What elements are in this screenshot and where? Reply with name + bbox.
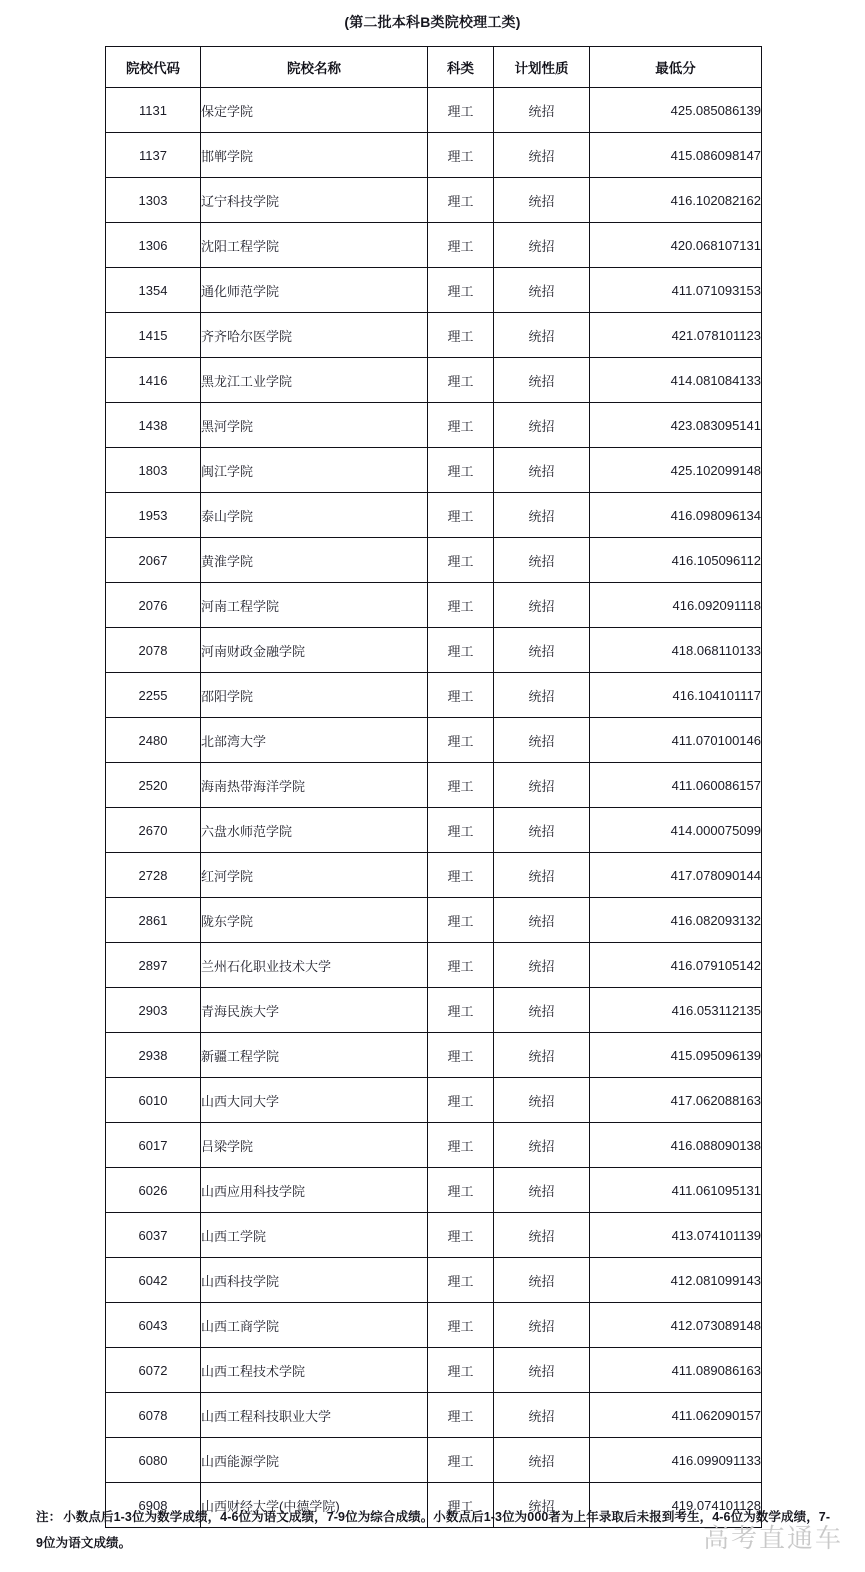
cell-name: 山西工程科技职业大学: [201, 1393, 428, 1438]
cell-code: 1303: [106, 178, 201, 223]
column-header-category: 科类: [428, 47, 494, 88]
cell-category: 理工: [428, 1123, 494, 1168]
cell-plan: 统招: [494, 1258, 590, 1303]
cell-category: 理工: [428, 1168, 494, 1213]
cell-score: 411.061095131: [590, 1168, 762, 1213]
cell-plan: 统招: [494, 133, 590, 178]
cell-score: 416.099091133: [590, 1438, 762, 1483]
cell-plan: 统招: [494, 403, 590, 448]
cell-name: 海南热带海洋学院: [201, 763, 428, 808]
cell-name: 山西工商学院: [201, 1303, 428, 1348]
cell-name: 泰山学院: [201, 493, 428, 538]
cell-code: 6010: [106, 1078, 201, 1123]
cell-score: 417.078090144: [590, 853, 762, 898]
cell-name: 黑河学院: [201, 403, 428, 448]
cell-category: 理工: [428, 808, 494, 853]
cell-code: 6042: [106, 1258, 201, 1303]
cell-code: 6026: [106, 1168, 201, 1213]
cell-code: 2897: [106, 943, 201, 988]
cell-code: 2078: [106, 628, 201, 673]
cell-code: 1438: [106, 403, 201, 448]
cell-name: 通化师范学院: [201, 268, 428, 313]
cell-score: 412.073089148: [590, 1303, 762, 1348]
table-body: [106, 88, 762, 1528]
cell-plan: 统招: [494, 448, 590, 493]
table-row: [106, 1213, 762, 1258]
cell-score: 416.105096112: [590, 538, 762, 583]
cell-category: 理工: [428, 448, 494, 493]
cell-plan: 统招: [494, 223, 590, 268]
table-row: [106, 268, 762, 313]
cell-name: 六盘水师范学院: [201, 808, 428, 853]
cell-name: 青海民族大学: [201, 988, 428, 1033]
cell-category: 理工: [428, 1348, 494, 1393]
column-header-name: 院校名称: [201, 47, 428, 88]
cell-name: 邵阳学院: [201, 673, 428, 718]
table-row: [106, 493, 762, 538]
column-header-code: 院校代码: [106, 47, 201, 88]
table-row: [106, 1348, 762, 1393]
table-row: [106, 538, 762, 583]
cell-plan: 统招: [494, 1123, 590, 1168]
table-row: [106, 448, 762, 493]
cell-plan: 统招: [494, 178, 590, 223]
cell-code: 2938: [106, 1033, 201, 1078]
cell-category: 理工: [428, 718, 494, 763]
table-row: [106, 673, 762, 718]
cell-category: 理工: [428, 178, 494, 223]
cell-code: 2067: [106, 538, 201, 583]
column-header-plan: 计划性质: [494, 47, 590, 88]
table-header: [106, 47, 762, 88]
cell-score: 411.070100146: [590, 718, 762, 763]
cell-name: 山西工学院: [201, 1213, 428, 1258]
table-row: [106, 1123, 762, 1168]
table-row: [106, 1393, 762, 1438]
cell-category: 理工: [428, 1303, 494, 1348]
cell-plan: 统招: [494, 313, 590, 358]
table-row: [106, 1078, 762, 1123]
cell-category: 理工: [428, 1033, 494, 1078]
cell-code: 2480: [106, 718, 201, 763]
note-text: 小数点后1-3位为数学成绩，4-6位为语文成绩，7-9位为综合成绩。小数点后1-3位为000者为上年录取后未报到考生，4-6位为数学成绩，7-9位为语文成绩。: [36, 1510, 831, 1550]
table-row: [106, 808, 762, 853]
cell-name: 辽宁科技学院: [201, 178, 428, 223]
cell-score: 420.068107131: [590, 223, 762, 268]
cell-score: 417.062088163: [590, 1078, 762, 1123]
cell-category: 理工: [428, 403, 494, 448]
cell-name: 河南财政金融学院: [201, 628, 428, 673]
cell-name: 新疆工程学院: [201, 1033, 428, 1078]
watermark: 高考直通车: [702, 1524, 843, 1554]
cell-plan: 统招: [494, 763, 590, 808]
cell-name: 齐齐哈尔医学院: [201, 313, 428, 358]
table-header-row: [106, 47, 762, 88]
cell-code: 6072: [106, 1348, 201, 1393]
cell-plan: 统招: [494, 988, 590, 1033]
cell-name: 红河学院: [201, 853, 428, 898]
cell-plan: 统招: [494, 1483, 590, 1528]
cell-name: 兰州石化职业技术大学: [201, 943, 428, 988]
cell-score: 411.062090157: [590, 1393, 762, 1438]
cell-plan: 统招: [494, 1303, 590, 1348]
cell-category: 理工: [428, 313, 494, 358]
cell-score: 416.104101117: [590, 673, 762, 718]
cell-category: 理工: [428, 1393, 494, 1438]
cell-score: 425.085086139: [590, 88, 762, 133]
cell-score: 416.102082162: [590, 178, 762, 223]
cell-name: 邯郸学院: [201, 133, 428, 178]
cell-code: 2728: [106, 853, 201, 898]
cell-code: 1131: [106, 88, 201, 133]
table-row: [106, 1258, 762, 1303]
cell-code: 6017: [106, 1123, 201, 1168]
cell-code: 1415: [106, 313, 201, 358]
cell-score: 414.000075099: [590, 808, 762, 853]
cell-code: 6908: [106, 1483, 201, 1528]
cell-code: 6043: [106, 1303, 201, 1348]
table-row: [106, 133, 762, 178]
cell-plan: 统招: [494, 1438, 590, 1483]
score-table-container: [105, 46, 761, 1528]
cell-plan: 统招: [494, 718, 590, 763]
cell-plan: 统招: [494, 358, 590, 403]
cell-category: 理工: [428, 1483, 494, 1528]
cell-code: 1953: [106, 493, 201, 538]
cell-score: 416.079105142: [590, 943, 762, 988]
cell-plan: 统招: [494, 673, 590, 718]
cell-score: 415.095096139: [590, 1033, 762, 1078]
table-row: [106, 88, 762, 133]
cell-plan: 统招: [494, 583, 590, 628]
table-row: [106, 853, 762, 898]
cell-plan: 统招: [494, 808, 590, 853]
cell-name: 山西大同大学: [201, 1078, 428, 1123]
cell-category: 理工: [428, 223, 494, 268]
footer-note: [36, 1504, 836, 1556]
cell-category: 理工: [428, 988, 494, 1033]
cell-score: 423.083095141: [590, 403, 762, 448]
cell-name: 北部湾大学: [201, 718, 428, 763]
cell-score: 416.053112135: [590, 988, 762, 1033]
cell-category: 理工: [428, 493, 494, 538]
cell-plan: 统招: [494, 853, 590, 898]
cell-name: 吕梁学院: [201, 1123, 428, 1168]
cell-code: 2670: [106, 808, 201, 853]
cell-category: 理工: [428, 898, 494, 943]
cell-category: 理工: [428, 1078, 494, 1123]
cell-plan: 统招: [494, 1168, 590, 1213]
cell-code: 6078: [106, 1393, 201, 1438]
cell-score: 411.071093153: [590, 268, 762, 313]
cell-category: 理工: [428, 133, 494, 178]
cell-score: 411.089086163: [590, 1348, 762, 1393]
cell-category: 理工: [428, 268, 494, 313]
cell-score: 416.098096134: [590, 493, 762, 538]
cell-category: 理工: [428, 763, 494, 808]
cell-code: 2076: [106, 583, 201, 628]
cell-code: 6080: [106, 1438, 201, 1483]
cell-score: 412.081099143: [590, 1258, 762, 1303]
cell-category: 理工: [428, 673, 494, 718]
cell-score: 416.082093132: [590, 898, 762, 943]
cell-category: 理工: [428, 1213, 494, 1258]
cell-category: 理工: [428, 538, 494, 583]
cell-score: 416.092091118: [590, 583, 762, 628]
cell-name: 山西科技学院: [201, 1258, 428, 1303]
admission-score-table: [105, 46, 762, 1528]
cell-code: 1416: [106, 358, 201, 403]
cell-score: 425.102099148: [590, 448, 762, 493]
cell-name: 陇东学院: [201, 898, 428, 943]
table-row: [106, 763, 762, 808]
cell-plan: 统招: [494, 538, 590, 583]
table-row: [106, 718, 762, 763]
cell-plan: 统招: [494, 1213, 590, 1258]
cell-name: 黑龙江工业学院: [201, 358, 428, 403]
cell-name: 黄淮学院: [201, 538, 428, 583]
cell-plan: 统招: [494, 268, 590, 313]
cell-name: 保定学院: [201, 88, 428, 133]
cell-code: 1354: [106, 268, 201, 313]
cell-code: 1137: [106, 133, 201, 178]
cell-code: 2903: [106, 988, 201, 1033]
table-row: [106, 988, 762, 1033]
note-label: 注：: [36, 1510, 62, 1524]
table-row: [106, 628, 762, 673]
cell-code: 2255: [106, 673, 201, 718]
column-header-score: 最低分: [590, 47, 762, 88]
cell-score: 418.068110133: [590, 628, 762, 673]
cell-plan: 统招: [494, 1033, 590, 1078]
cell-score: 414.081084133: [590, 358, 762, 403]
cell-name: 山西财经大学(中德学院): [201, 1483, 428, 1528]
table-row: [106, 898, 762, 943]
cell-category: 理工: [428, 583, 494, 628]
cell-plan: 统招: [494, 898, 590, 943]
cell-category: 理工: [428, 943, 494, 988]
table-row: [106, 1303, 762, 1348]
table-row: [106, 358, 762, 403]
cell-plan: 统招: [494, 493, 590, 538]
cell-category: 理工: [428, 853, 494, 898]
cell-plan: 统招: [494, 628, 590, 673]
cell-name: 河南工程学院: [201, 583, 428, 628]
cell-name: 沈阳工程学院: [201, 223, 428, 268]
table-row: [106, 943, 762, 988]
table-row: [106, 1438, 762, 1483]
table-row: [106, 178, 762, 223]
cell-score: 413.074101139: [590, 1213, 762, 1258]
cell-code: 1306: [106, 223, 201, 268]
page-title: (第二批本科B类院校理工类): [344, 14, 521, 30]
cell-plan: 统招: [494, 1393, 590, 1438]
cell-category: 理工: [428, 628, 494, 673]
table-row: [106, 583, 762, 628]
table-row: [106, 1033, 762, 1078]
cell-plan: 统招: [494, 1078, 590, 1123]
cell-name: 山西应用科技学院: [201, 1168, 428, 1213]
table-row: [106, 1168, 762, 1213]
cell-code: 2520: [106, 763, 201, 808]
cell-category: 理工: [428, 358, 494, 403]
table-row: [106, 313, 762, 358]
table-row: [106, 223, 762, 268]
cell-category: 理工: [428, 88, 494, 133]
cell-code: 6037: [106, 1213, 201, 1258]
cell-name: 闽江学院: [201, 448, 428, 493]
cell-category: 理工: [428, 1438, 494, 1483]
cell-score: 419.074101128: [590, 1483, 762, 1528]
cell-code: 2861: [106, 898, 201, 943]
cell-name: 山西能源学院: [201, 1438, 428, 1483]
cell-code: 1803: [106, 448, 201, 493]
cell-name: 山西工程技术学院: [201, 1348, 428, 1393]
cell-score: 421.078101123: [590, 313, 762, 358]
cell-plan: 统招: [494, 88, 590, 133]
cell-score: 416.088090138: [590, 1123, 762, 1168]
table-row: [106, 403, 762, 448]
cell-plan: 统招: [494, 943, 590, 988]
cell-category: 理工: [428, 1258, 494, 1303]
cell-score: 411.060086157: [590, 763, 762, 808]
cell-plan: 统招: [494, 1348, 590, 1393]
cell-score: 415.086098147: [590, 133, 762, 178]
